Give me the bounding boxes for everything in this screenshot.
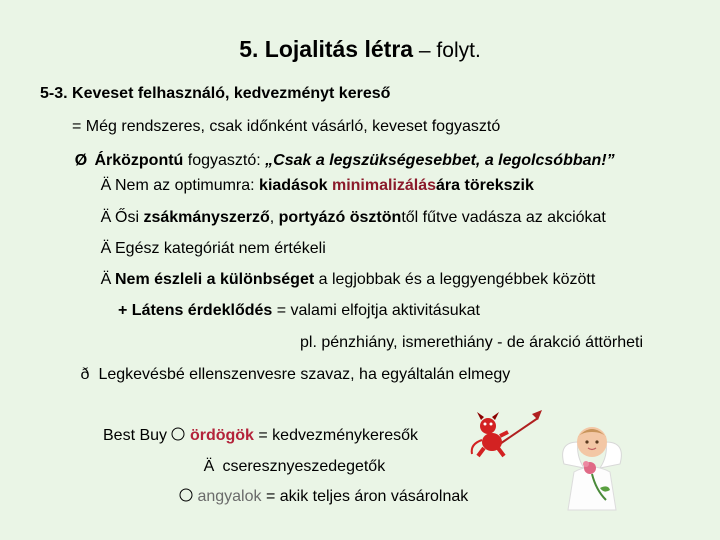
slide-title — [0, 34, 720, 66]
circled-two-icon — [179, 488, 193, 505]
sub-item-text: Nem az optimumra: — [115, 177, 260, 194]
sub-item-text: a legjobbak és a leggyengébbek között — [314, 271, 596, 288]
price-centric-bold: Árközpontú — [94, 152, 184, 169]
arrow-bullet-icon: Ø — [74, 152, 88, 169]
title-main: 5. Lojalitás létra — [239, 36, 414, 62]
arrow-bullet-icon: Ä — [203, 458, 215, 475]
least-line — [76, 365, 510, 385]
example-line: pl. pénzhiány, ismerethiány - de árakció áttörheti — [300, 334, 643, 351]
latent-line — [118, 301, 480, 321]
devils-rest: = kedvezménykeresők — [253, 427, 419, 444]
sub-item-text: zsákmányszerző — [143, 209, 270, 226]
cherry-text: cseresznyeszedegetők — [218, 458, 386, 475]
sub-item-text: Egész kategóriát nem értékeli — [115, 240, 326, 257]
sub-item-text: Nem észleli a különbséget — [115, 271, 315, 288]
angels-line — [179, 487, 468, 507]
price-centric-quote: „Csak a legszükségesebbet, a legolcsóbban!” — [265, 152, 615, 169]
sub-item-text: ára törekszik — [436, 177, 534, 194]
equals-line: = Még rendszeres, csak időnként vásárló, keveset fogyasztó — [72, 118, 501, 135]
latent-bold: + Látens érdeklődés — [118, 302, 273, 319]
angels-label: angyalok — [197, 488, 262, 505]
sub-item-text: től fűtve vadásza az akciókat — [401, 209, 606, 226]
sub-item — [97, 176, 534, 196]
sub-item-text: kiadások — [259, 177, 332, 194]
devil-clipart-icon — [466, 404, 546, 465]
arrow-bullet-icon: Ä — [100, 177, 112, 194]
arrow-bullet-icon: Ä — [100, 240, 112, 257]
devils-label: ördögök — [189, 427, 254, 444]
sub-item-text: minimalizálás — [331, 177, 437, 194]
least-text: Legkevésbé ellenszenvesre szavaz, ha egyáltalán elmegy — [94, 366, 511, 383]
price-centric-normal: fogyasztó: — [183, 152, 266, 169]
angel-clipart-icon — [556, 414, 628, 519]
arrow-bullet-icon: Ä — [100, 271, 112, 288]
section-heading: 5-3. Keveset felhasználó, kedvezményt kereső — [40, 85, 391, 102]
sub-item — [97, 270, 595, 290]
circled-one-icon — [171, 427, 185, 444]
sub-item — [97, 208, 606, 228]
bestbuy-line — [103, 426, 418, 446]
cherry-line — [200, 457, 385, 477]
sub-item-text: , — [269, 209, 279, 226]
latent-normal: = valami elfojtja aktivitásukat — [272, 302, 480, 319]
title-sub: – folyt. — [413, 39, 481, 62]
bestbuy-label: Best Buy — [103, 427, 172, 444]
hollow-arrow-icon: ð — [80, 366, 90, 383]
sub-item-text: portyázó ösztön — [278, 209, 402, 226]
sub-item — [97, 239, 326, 259]
sub-item-text: Ősi — [115, 209, 144, 226]
angels-rest: = akik teljes áron vásárolnak — [261, 488, 469, 505]
arrow-bullet-icon: Ä — [100, 209, 112, 226]
price-centric-line — [72, 151, 615, 171]
